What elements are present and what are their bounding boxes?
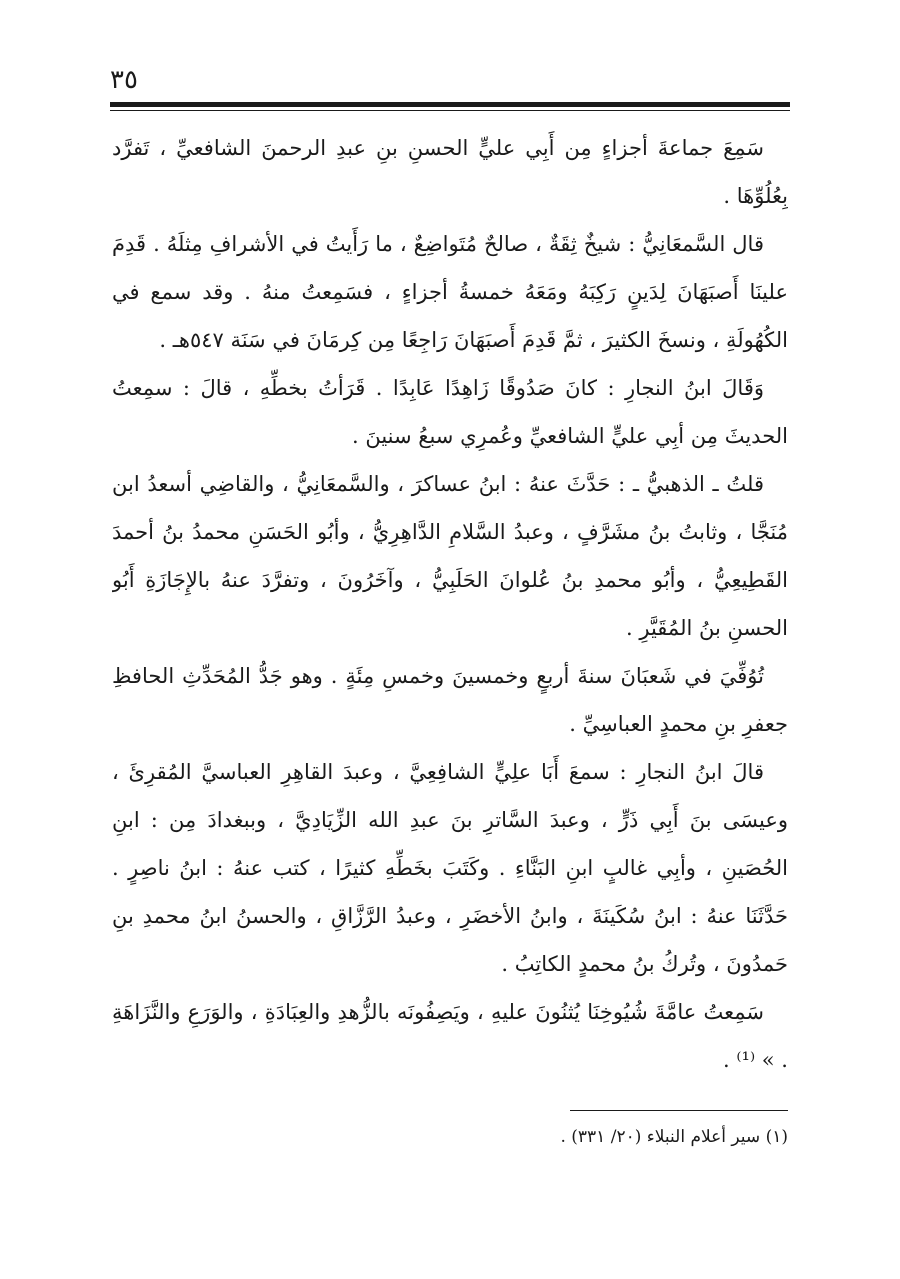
paragraph: قلتُ ـ الذهبيُّ ـ : حَدَّثَ عنهُ : ابنُ عساكرَ ، والسَّمعَانِيُّ ، والقاضِي أسعدُ ابن مُنَجَّا ، وثابتُ بنُ مشَرَّفٍ ، وعبدُ السَّلامِ الدَّاهِرِيُّ ، وأبُو الحَسَنِ محمدُ بنُ أحمدَ القَطِيعِيُّ ، وأبُو محمدِ بنُ عُلوانَ الحَلَبِيُّ ، وآخَرُونَ ، وتفرَّدَ عنهُ بالإِجَازَةِ أَبُو الحسنِ بنُ المُقَيَّرِ . xyxy=(112,472,788,640)
paragraph: وَقَالَ ابنُ النجارِ : كانَ صَدُوقًا زَاهِدًا عَابِدًا . قَرَأتُ بخطِّهِ ، قالَ : سمِعتُ الحديثَ مِن أبِي عليٍّ الشافعيِّ وعُمرِي سبعُ سنينَ . xyxy=(112,376,788,448)
body-text xyxy=(112,124,788,1084)
paragraph: تُوُفِّيَ في شَعبَانَ سنةَ أربعٍ وخمسينَ وخمسِ مِئَةٍ . وهو جَدُّ المُحَدِّثِ الحافظِ جعفرِ بنِ محمدٍ العباسِيِّ . xyxy=(112,664,788,736)
header-rule xyxy=(110,102,790,107)
footnote-divider xyxy=(570,1110,788,1111)
header-rule-thin xyxy=(110,110,790,111)
page-number: ٣٥ xyxy=(110,65,138,95)
footnote: (١) سير أعلام النبلاء (٢٠/ ٣٣١) . xyxy=(560,1127,788,1147)
paragraph: قال السَّمعَانِيُّ : شيخٌ ثِقَةٌ ، صالحٌ مُتَواضِعٌ ، ما رَأَيتُ في الأشرافِ مِثلَهُ . قَدِمَ علينَا أَصبَهَانَ لِدَينٍ رَكِبَهُ ومَعَهُ خمسةُ أجزاءٍ ، فسَمِعتُ منهُ . وقد سمع في الكُهُولَةِ ، ونسخَ الكثيرَ ، ثمَّ قَدِمَ أَصبَهَانَ رَاجِعًا مِن كِرمَانَ في سَنَة ٥٤٧هـ . xyxy=(112,232,788,352)
paragraph: سَمِعتُ عامَّةَ شُيُوخِنَا يُثنُونَ عليهِ ، ويَصِفُونَه بالزُّهدِ والعِبَادَةِ ، والوَرَعِ والنَّزَاهَةِ . » ⁽¹⁾ . xyxy=(112,1000,788,1072)
paragraph: سَمِعَ جماعةَ أجزاءٍ مِن أَبِي عليٍّ الحسنِ بنِ عبدِ الرحمنَ الشافعيِّ ، تَفرَّد بِعُلُوِّهَا . xyxy=(112,136,788,208)
paragraph: قالَ ابنُ النجارِ : سمعَ أَبَا علِيٍّ الشافِعِيَّ ، وعبدَ القاهِرِ العباسيَّ المُقرِئَ ، وعيسَى بنَ أَبِي ذَرٍّ ، وعبدَ السَّاترِ بنَ عبدِ الله الزِّيَادِيَّ ، وببغدادَ مِن : ابنِ الحُصَينِ ، وأبِي غالبٍ ابنِ البَنَّاءِ . وكَتَبَ بخَطِّهِ كثيرًا ، كتب عنهُ : ابنُ ناصِرٍ . حَدَّثَنَا عنهُ : ابنُ سُكَينَةَ ، وابنُ الأخضَرِ ، وعبدُ الرَّزَّاقِ ، والحسنُ ابنُ محمدِ بنِ حَمدُونَ ، وتُركُ بنُ محمدٍ الكاتِبُ . xyxy=(112,760,788,976)
